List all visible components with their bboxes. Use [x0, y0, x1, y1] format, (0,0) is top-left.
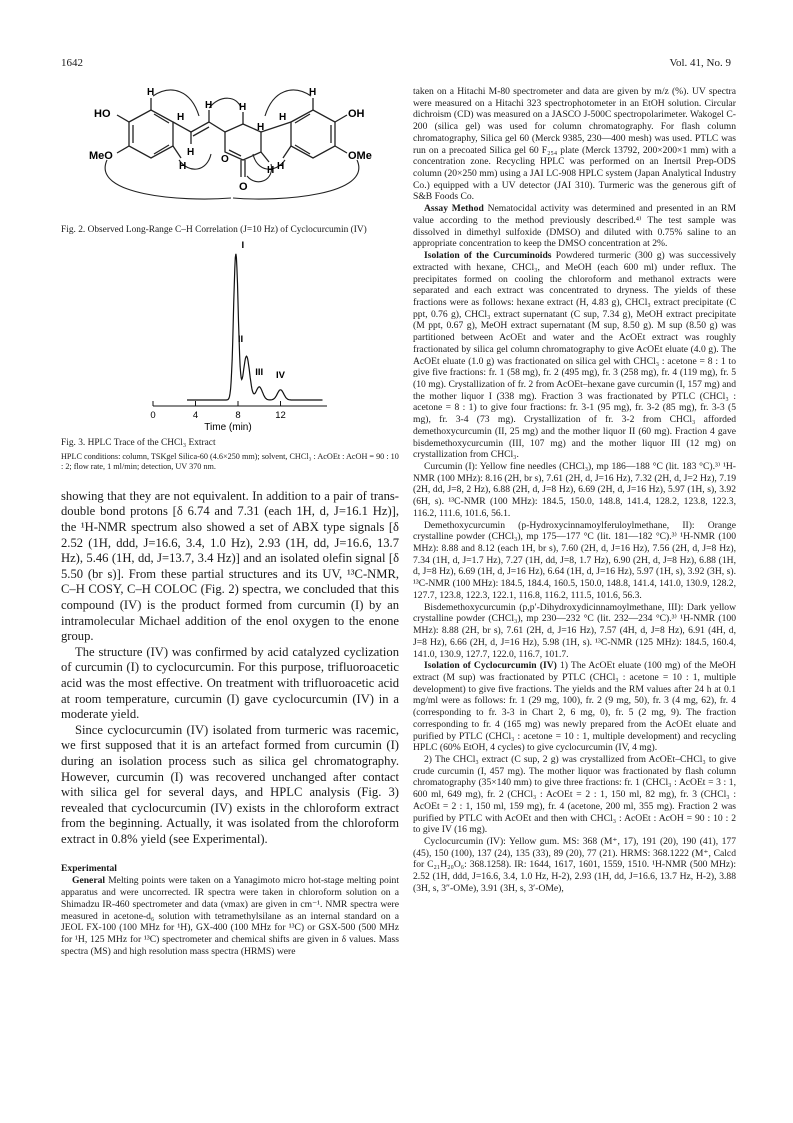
demethoxycurcumin-data: Demethoxycurcumin (p-Hydroxycinnamoylferuloylmethane, II): Orange crystalline powder (CHCl₃), mp 175—177 °C (lit. 181—182 °C).³⁾ ¹H-NMR (100 MHz): 8.88 and 8.12 (each 1H, br s), 7.60 (2H, d, J=16 Hz), 7.56 (2H, d, J=8 Hz), 7.34 (1H, d, J=1.7 Hz), 7.27 (1H, dd, J=8, 1.7 Hz), 6.90 (2H, d, J=8 Hz), 6.88 (1H, d, J=8 Hz), 6.69 (1H, d, J=16 Hz), 6.64 (1H, d, J=16 Hz), 5.97 (1H, s), 3.92 (3H, s). ¹³C-NMR (100 MHz): 184.5, 184.4, 160.5, 150.0, 148.8, 141.4, 141.0, 130.9, 128.2, 127.7, 123.8, 122.3, 122.1, 116.8, 116.2, 111.5, 101.6, 56.3. [413, 519, 736, 601]
peak-label: I [241, 240, 245, 251]
right-column [413, 86, 736, 895]
journal-volume: Vol. 41, No. 9 [669, 57, 731, 69]
body-paragraph: showing that they are not equivalent. In addition to a pair of trans-double bond protons [δ 6.74 and 7.31 (each 1H, d, J=16.1 Hz)], the ¹H-NMR spectrum also showed a set of ABX type signals [δ 2.52 (1H, ddd, J=16.6, 3.4, 1.0 Hz), 2.93 (1H, dd, J=16.6, 13.7 Hz), 5.46 (1H, dd, J=13.7, 3.4 Hz)] and an isolated olefin signal [δ 5.50 (br s)]. From these partial structures and its UV, ¹³C-NMR, C–H COSY, C–H COLOC (Fig. 2) spectra, we concluded that this compound (IV) is the product formed from curcumin (I) by an intramolecular Michael addition of the enol oxygen to the enone group. [61, 488, 399, 644]
atom-label: HO [94, 108, 111, 120]
atom-label: H [187, 147, 195, 158]
assay-heading: Assay Method [424, 203, 484, 215]
atom-label: H [267, 165, 275, 176]
atom-label: OH [348, 108, 365, 120]
bisdemethoxycurcumin-data: Bisdemethoxycurcumin (p,p′-Dihydroxydicinnamoylmethane, III): Dark yellow crystalline powder (CHCl₃), mp 230—232 °C (lit. 232—234 °C).³⁾ ¹H-NMR (100 MHz): 8.88 (2H, br s), 7.61 (2H, d, J=16 Hz), 7.57 (4H, d, J=8 Hz), 6.91 (4H, d, J=8 Hz), 6.66 (2H, d, J=16 Hz), 5.98 (1H, s). ¹³C-NMR (125 MHz): 184.5, 160.4, 141.0, 130.9, 127.7, 122.0, 116.7, 101.7. [413, 601, 736, 660]
hplc-chart [61, 236, 399, 432]
isolation-paragraph: Powdered turmeric (300 g) was successively extracted with hexane, CHCl₃, and MeOH (each 600 ml) under reflux. The precipitates formed on cooling the chloroform and methanol extracts were separated and each extract was concentrated to dryness. The yields of these fractions were as follows: hexane extract (H, 4.83 g), CHCl₃ extract precipitate (C ppt, 0.76 g), CHCl₃ extract supernatant (C sup, 7.34 g), MeOH extract precipitate (M ppt, 0.67 g), MeOH extract supernatant (M sup, 8.50 g). M sup (8.50 g) was partitioned between AcOEt and water and the AcOEt extract was roughly fractionated by silica gel column chromatography to give AcOEt eluate (4.0 g). The AcOEt eluate (1.0 g) was fractionated on silica gel with CHCl₃ : acetone = 8 : 1 to give five fractions: fr. 1 (58 mg), fr. 2 (495 mg), fr. 3 (258 mg), fr. 4 (119 mg), fr. 5 (10 mg). Crystallization of fr. 2 from AcOEt–hexane gave curcumin (I, 157 mg) and the mother liquor I (338 mg). Fraction 3 was fractionated by PTLC (CHCl₃ : acetone = 8 : 1) to give four fractions: fr. 3-1 (95 mg), fr. 3-2 (85 mg), fr. 3-3 (5 mg), fr. 3-4 (73 mg). Crystallization of fr. 3-2 from CHCl₃ afforded demethoxycurcumin (II, 25 mg) and the mother liquor II (60 mg). Fraction 4 gave bisdemethoxycurcumin (III, 107 mg) and the mother liquor III (12 mg) on crystallization from CHCl₃. [413, 250, 736, 461]
isolation-heading: Isolation of the Curcuminoids [424, 250, 552, 262]
peak-label: IV [276, 369, 285, 381]
cyclocurcumin-paragraph-2: 2) The CHCl₃ extract (C sup, 2 g) was crystallized from AcOEt–CHCl₃ to give crude curcumin (I, 457 mg). The mother liquor was fractionated by flash column chromatography (35×140 mm) to give three fractions: fr. 1 (CHCl₃ : AcOEt = 3 : 1, 600 ml, 649 mg), fr. 2 (CHCl₃ : AcOEt = 2 : 1, 150 ml, 82 mg), fr. 3 (CHCl₃ : AcOEt = 2 : 1, 150 ml, 159 mg), fr. 4 (acetone, 200 ml, 355 mg). Fraction 2 was purified by PTLC with AcOEt and then with CHCl₃ : AcOEt : AcOH = 90 : 10 : 2 to give IV (16 mg). [413, 753, 736, 836]
cyclocurcumin-structure-diagram [61, 80, 399, 215]
x-tick-label: 4 [192, 410, 199, 421]
figure-2-caption: Fig. 2. Observed Long-Range C–H Correlation (J=10 Hz) of Cyclocurcumin (IV) [61, 225, 367, 235]
cyclocurcumin-data: Cyclocurcumin (IV): Yellow gum. MS: 368 (M⁺, 17), 191 (20), 190 (41), 177 (45), 150 (100), 137 (24), 135 (33), 89 (20), 77 (21). HRMS: 368.1222 (M⁺, Calcd for C₂₁H₂₀O₆: 368.1258). IR: 1644, 1617, 1601, 1559, 1510. ¹H-NMR (500 MHz): 2.52 (1H, ddd, J=16.6, 3.4, 1.0 Hz, H-2), 2.93 (1H, dd, J=16.6, 13.7 Hz, H-2), 3.88 (3H, s, 3″-OMe), 3.91 (3H, s, 3′-OMe), [413, 836, 736, 894]
general-heading: General [72, 875, 106, 887]
x-tick-label: 12 [275, 410, 286, 421]
body-paragraph: The structure (IV) was confirmed by acid catalyzed cyclization of curcumin (I) to cyclocurcumin. For this purpose, trifluoroacetic acid was the most effective. On treatment with trifluoroacetic acid at room temperature, curcumin (I) gave cyclocurcumin (IV) in a moderate yield. [61, 644, 399, 722]
atom-label: H [147, 87, 155, 98]
atom-label: OMe [348, 150, 372, 162]
atom-label: H [279, 112, 287, 123]
x-axis-label: Time (min) [204, 422, 252, 432]
cyclocurcumin-heading: Isolation of Cyclocurcumin (IV) [424, 660, 557, 672]
atom-label: H [309, 87, 317, 98]
left-column [61, 80, 399, 958]
atom-label: H [257, 122, 265, 133]
atom-label: O [221, 154, 229, 165]
general-paragraph: Melting points were taken on a Yanagimoto micro hot-stage melting point apparatus and were uncorrected. IR spectra were taken in chloroform solution on a Shimadzu IR-460 spectrometer and data (νmax) are given in cm⁻¹. NMR spectra were measured in acetone-d₆ solution with tetramethylsilane as an internal standard on a JEOL FX-100 (100 MHz for ¹H), GX-400 (100 MHz for ¹³C) or GSX-500 (500 MHz for ¹H, 125 MHz for ¹³C) spectrometer and chemical shifts are given in δ values. Mass spectra (MS) and high resolution mass spectra (HRMS) were [61, 875, 399, 957]
curcumin-data: Curcumin (I): Yellow fine needles (CHCl₃), mp 186—188 °C (lit. 183 °C).³⁾ ¹H-NMR (100 MHz): 8.16 (2H, br s), 7.61 (2H, d, J=16 Hz), 7.32 (2H, d, J=2 Hz), 7.19 (2H, dd, J=8, 2 Hz), 6.88 (2H, d, J=8 Hz), 6.69 (2H, d, J=16 Hz), 5.97 (1H, s), 3.92 (6H, s). ¹³C-NMR (100 MHz): 184.5, 150.0, 148.8, 141.4, 128.2, 123.8, 122.3, 116.2, 111.6, 101.6, 56.1. [413, 461, 736, 519]
assay-paragraph: Nematocidal activity was determined and presented in an RM value according to the method previously described.⁴⁾ The test sample was dissolved in dimethyl sulfoxide (DMSO) and diluted with 0.75% saline to an appropriate concentration to keep the DMSO concentration at 2%. [413, 203, 736, 250]
x-tick-label: 8 [235, 410, 241, 421]
x-tick-label: 0 [150, 410, 156, 421]
atom-label: O [239, 181, 248, 193]
figure-3-caption: Fig. 3. HPLC Trace of the CHCl₃ Extract [61, 438, 216, 448]
atom-label: H [239, 102, 247, 113]
page-number: 1642 [61, 57, 83, 69]
atom-label: MeO [89, 150, 113, 162]
atom-label: H [177, 112, 185, 123]
atom-label: H [205, 100, 213, 111]
chromatogram-trace [187, 254, 323, 400]
experimental-heading: Experimental [61, 863, 117, 875]
atom-label: H [277, 161, 285, 172]
body-paragraph: Since cyclocurcumin (IV) isolated from turmeric was racemic, we first supposed that it is an artefact formed from curcumin (I) during an isolation process such as silica gel chromatography. However, curcumin (I) was recovered unchanged after contact with silica gel for several days, and HPLC analysis (Fig. 3) revealed that cyclocurcumin (IV) exists in the chloroform extract from the beginning. Actually, it was isolated from the chloroform extract in 0.8% yield (see Experimental). [61, 722, 399, 846]
cyclocurcumin-paragraph-1: 1) The AcOEt eluate (100 mg) of the MeOH extract (M sup) was fractionated by PTLC (CHCl₃ : acetone = 10 : 1, multiple development) to give five fractions. The yields and the RM values after 24 h at 0.1 mg/ml were as follows: fr. 1 (29 mg, 100), fr. 2 (9 mg, 50), fr. 3 (4 mg, 62), fr. 4 (corresponding to fr. 3-3 in Chart 2, 6 mg, 0), fr. 5 (2 mg, 9). The fraction corresponding to fr. 4 (165 mg) was newly prepared from the AcOEt eluate and purified by PTLC (CHCl₃ : acetone = 10 : 1, multiple development) and recycling HPLC (60% EtOH, 4 cycles) to give cyclocurcumin (IV, 4 mg). [413, 660, 736, 754]
body-paragraph: taken on a Hitachi M-80 spectrometer and data are given by m/z (%). UV spectra were measured on a Hitachi 323 spectrophotometer in an EtOH solution. Circular dichroism (CD) was measured on a JASCO J-500C spectropolarimeter. Wakogel C-200 (silica gel) was used for column chromatography. For flash column chromatography, Silica gel 60 (Merck 9385, 230—400 mesh) was used. PTLC was run on a precoated Silica gel 60 F₂₅₄ plate (Merck 13792, 200×200×1 mm) with a concentration zone. Recycling HPLC was performed on an Inertsil Prep-ODS column (20×250 mm) using a JAI LC-908 HPLC system (Japan Analytical Industry Co.) equipped with a UV detector (JAI 310). Turmeric was the generous gift of S&B Foods Co. [413, 86, 736, 203]
figure-3-conditions: HPLC conditions: column, TSKgel Silica-60 (4.6×250 mm); solvent, CHCl₃ : AcOEt : AcOH = 90 : 10 : 2; flow rate, 1 ml/min; detection, UV 370 nm. [61, 452, 399, 472]
atom-label: H [179, 161, 187, 172]
peak-label: III [255, 366, 264, 378]
peak-label: II [237, 334, 244, 346]
